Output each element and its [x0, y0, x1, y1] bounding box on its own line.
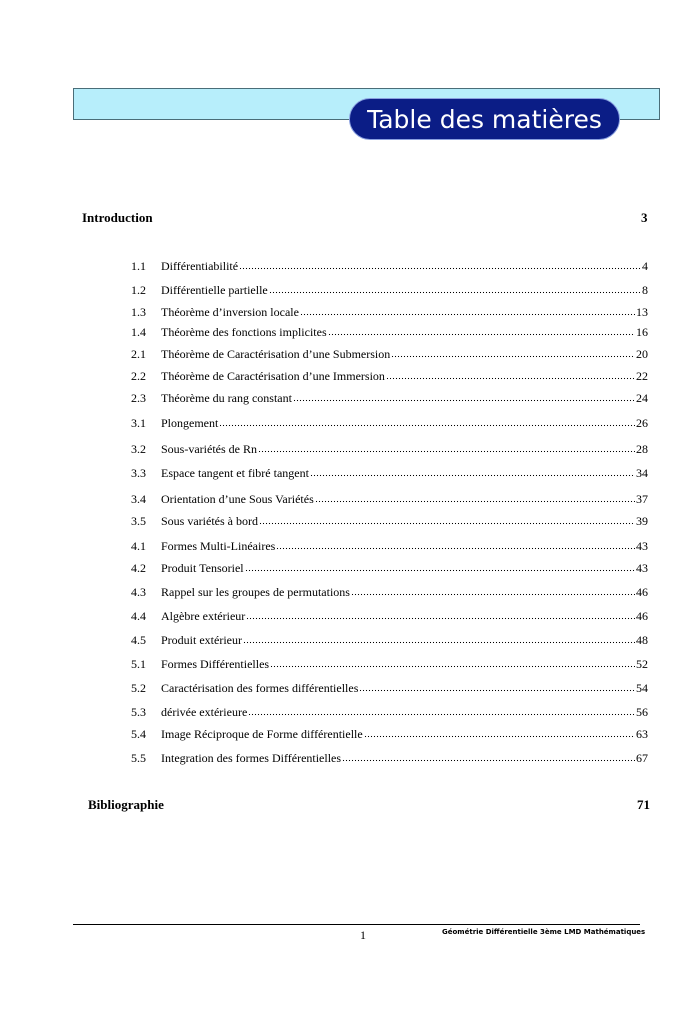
toc-dot-leader [245, 569, 635, 572]
toc-entry-page: 52 [636, 657, 648, 671]
toc-entry-number: 4.4 [131, 609, 146, 623]
toc-entry[interactable] [131, 537, 648, 553]
toc-entry-number: 4.3 [131, 585, 146, 599]
footer-rule [73, 924, 640, 925]
toc-entry-label: Théorème de Caractérisation d’une Immersion [161, 369, 385, 383]
toc-entry-number: 1.3 [131, 305, 146, 319]
toc-entry[interactable] [131, 559, 648, 575]
footer-page-number: 1 [360, 928, 366, 942]
toc-entry-page: 39 [636, 514, 648, 528]
toc-entry[interactable] [131, 725, 648, 741]
toc-entry-page: 46 [636, 585, 648, 599]
toc-entry-label: Sous-variétés de Rn [161, 442, 257, 456]
toc-dot-leader [293, 399, 635, 402]
toc-entry-number: 2.3 [131, 391, 146, 405]
toc-entry-page: 8 [642, 283, 648, 297]
toc-entry-label: Théorème d’inversion locale [161, 305, 299, 319]
toc-dot-leader [359, 689, 635, 692]
section-bibliographie-page: 71 [637, 797, 650, 812]
toc-dot-leader [364, 735, 635, 738]
toc-entry-number: 4.2 [131, 561, 146, 575]
toc-entry-number: 4.1 [131, 539, 146, 553]
toc-entry[interactable] [131, 607, 648, 623]
toc-entry-page: 4 [642, 259, 648, 273]
toc-entry-number: 5.2 [131, 681, 146, 695]
toc-entry-page: 22 [636, 369, 648, 383]
toc-entry-page: 43 [636, 539, 648, 553]
toc-entry-label: Théorème des fonctions implicites [161, 325, 327, 339]
toc-entry[interactable] [131, 323, 648, 339]
toc-entry-number: 3.5 [131, 514, 146, 528]
toc-entry-page: 13 [636, 305, 648, 319]
toc-entry[interactable] [131, 367, 648, 383]
toc-entry-number: 1.4 [131, 325, 146, 339]
toc-entry-label: Différentielle partielle [161, 283, 268, 297]
toc-entry-number: 2.2 [131, 369, 146, 383]
toc-entry-label: Sous variétés à bord [161, 514, 258, 528]
toc-entry-page: 28 [636, 442, 648, 456]
toc-entry-label: Image Réciproque de Forme différentielle [161, 727, 363, 741]
toc-entry[interactable] [131, 512, 648, 528]
toc-entry-page: 46 [636, 609, 648, 623]
toc-dot-leader [270, 665, 635, 668]
toc-entry-page: 63 [636, 727, 648, 741]
toc-dot-leader [258, 450, 635, 453]
toc-entry-label: Formes Différentielles [161, 657, 270, 671]
toc-entry-label: Théorème du rang constant [161, 391, 292, 405]
toc-entry-page: 43 [636, 561, 648, 575]
toc-entry[interactable] [131, 281, 648, 297]
toc-entry-label: Différentiabilité [161, 259, 239, 273]
toc-entry-page: 24 [636, 391, 648, 405]
toc-entry-number: 4.5 [131, 633, 146, 647]
toc-dot-leader [386, 377, 635, 380]
footer-running-title: Géométrie Différentielle 3ème LMD Mathématiques [442, 928, 646, 936]
toc-dot-leader [276, 547, 635, 550]
toc-entry[interactable] [131, 303, 648, 319]
toc-entry-number: 3.3 [131, 466, 146, 480]
toc-entry[interactable] [131, 583, 648, 599]
section-introduction-label[interactable]: Introduction [82, 210, 153, 225]
toc-entry-page: 34 [636, 466, 648, 480]
toc-entry-label: Algèbre extérieur [161, 609, 246, 623]
toc-entry[interactable] [131, 703, 648, 719]
toc-dot-leader [315, 500, 635, 503]
toc-entry[interactable] [131, 464, 648, 480]
toc-entry-label: Rappel sur les groupes de permutations [161, 585, 350, 599]
toc-entry-label: Espace tangent et fibré tangent [161, 466, 309, 480]
toc-entry-page: 48 [636, 633, 648, 647]
toc-entry-number: 3.1 [131, 416, 146, 430]
toc-dot-leader [239, 267, 641, 270]
toc-entry[interactable] [131, 749, 648, 765]
toc-entry[interactable] [131, 257, 648, 273]
toc-dot-leader [219, 424, 635, 427]
toc-entry-number: 2.1 [131, 347, 146, 361]
toc-entry-page: 56 [636, 705, 648, 719]
toc-entry[interactable] [131, 345, 648, 361]
toc-entry-number: 5.5 [131, 751, 146, 765]
toc-entry-number: 5.4 [131, 727, 146, 741]
toc-entry-page: 54 [636, 681, 648, 695]
toc-entry[interactable] [131, 389, 648, 405]
toc-dot-leader [310, 474, 635, 477]
toc-entry-page: 67 [636, 751, 648, 765]
toc-entry-page: 20 [636, 347, 648, 361]
toc-entry-label: Integration des formes Différentielles [161, 751, 342, 765]
toc-entry-number: 5.3 [131, 705, 146, 719]
toc-entry[interactable] [131, 655, 648, 671]
toc-entry-label: Produit extérieur [161, 633, 242, 647]
toc-entry-label: Caractérisation des formes différentielles [161, 681, 359, 695]
toc-dot-leader [269, 291, 641, 294]
toc-entry-label: Théorème de Caractérisation d’une Submersion [161, 347, 391, 361]
toc-dot-leader [248, 713, 635, 716]
toc-dot-leader [328, 333, 635, 336]
toc-dot-leader [342, 759, 635, 762]
toc-dot-leader [351, 593, 635, 596]
toc-entry-label: dérivée extérieure [161, 705, 248, 719]
toc-entry[interactable] [131, 631, 648, 647]
toc-dot-leader [300, 313, 635, 316]
toc-entry-page: 26 [636, 416, 648, 430]
toc-entry[interactable] [131, 414, 648, 430]
toc-entry-page: 37 [636, 492, 648, 506]
toc-entry-number: 5.1 [131, 657, 146, 671]
section-introduction-page: 3 [641, 210, 648, 225]
toc-entry[interactable] [131, 490, 648, 506]
toc-dot-leader [243, 641, 635, 644]
toc-dot-leader [391, 355, 635, 358]
toc-entry[interactable] [131, 440, 648, 456]
section-bibliographie-label[interactable]: Bibliographie [88, 797, 164, 812]
toc-entry-label: Plongement [161, 416, 219, 430]
toc-entry[interactable] [131, 679, 648, 695]
toc-entry-label: Produit Tensoriel [161, 561, 244, 575]
toc-entry-label: Orientation d’une Sous Variétés [161, 492, 314, 506]
toc-dot-leader [246, 617, 635, 620]
toc-entry-number: 1.2 [131, 283, 146, 297]
toc-entry-number: 3.2 [131, 442, 146, 456]
toc-dot-leader [259, 522, 635, 525]
toc-entry-number: 3.4 [131, 492, 146, 506]
toc-entry-label: Formes Multi-Linéaires [161, 539, 276, 553]
toc-entry-number: 1.1 [131, 259, 146, 273]
page-title: Table des matières [349, 98, 620, 140]
toc-entry-page: 16 [636, 325, 648, 339]
